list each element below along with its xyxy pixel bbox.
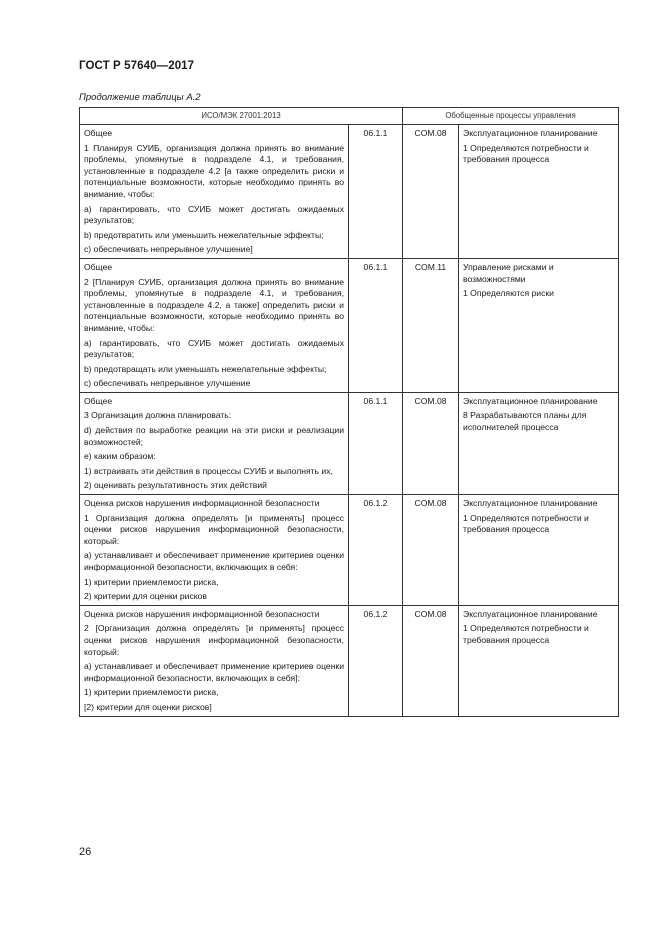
requirement-heading: Общее [84, 261, 113, 272]
requirement-paragraph: 1) критерии приемлемости риска, [84, 576, 219, 587]
requirement-paragraph: с) обеспечивать непрерывное улучшение] [84, 244, 253, 255]
process-description-cell [459, 605, 619, 716]
table-row [80, 392, 619, 494]
requirement-paragraph: 2 [Организация должна определять [и применять] процесс оценки рисков нарушения информационной безопасности, который: [84, 623, 344, 657]
requirement-text-cell [80, 605, 349, 716]
process-outcome: 1 Определяются риски [463, 288, 554, 299]
requirement-heading: Общее [84, 128, 113, 138]
process-code-cell: COM.08 [403, 605, 459, 716]
table-row [80, 605, 619, 716]
process-description-cell [459, 125, 619, 259]
requirement-paragraph: d) действия по выработке реакции на эти риски и реализации возможностей; [84, 425, 344, 447]
process-name: Эксплуатационное планирование [463, 395, 598, 406]
requirement-paragraph: а) гарантировать, что СУИБ может достигать ожидаемых результатов; [84, 337, 344, 360]
requirement-paragraph: е) каким образом: [84, 451, 156, 462]
requirement-paragraph: b) предотвратить или уменьшить нежелательные эффекты; [84, 229, 324, 240]
requirement-paragraph: а) устанавливает и обеспечивает применение критериев оценки информационной безопасности, включающих в себя]: [84, 661, 344, 683]
process-outcome: 1 Определяются потребности и требования процесса [463, 623, 589, 645]
process-outcome: 1 Определяются потребности и требования процесса [463, 142, 589, 165]
requirement-text-cell [80, 258, 349, 392]
clause-number-cell: 06.1.2 [349, 495, 403, 606]
process-outcome: 8 Разрабатываются планы для исполнителей процесса [463, 410, 587, 433]
table-caption: Продолжение таблицы А.2 [79, 92, 201, 103]
header-processes-column: Обобщенные процессы управления [403, 108, 619, 125]
table-row [80, 258, 619, 392]
clause-number-cell: 06.1.1 [349, 258, 403, 392]
requirement-paragraph: b) предотвращать или уменьшать нежелательные эффекты; [84, 363, 327, 374]
process-name: Управление рисками и возможностями [463, 261, 554, 284]
requirement-paragraph: а) устанавливает и обеспечивает применение критериев оценки информационной безопасности, включающих в себя: [84, 550, 344, 572]
requirement-paragraph: 1) критерии приемлемости риска, [84, 687, 219, 698]
process-code-cell: COM.08 [403, 125, 459, 259]
clause-number-cell: 06.1.1 [349, 125, 403, 259]
requirement-text-cell [80, 392, 349, 494]
clause-number-cell: 06.1.1 [349, 392, 403, 494]
requirement-paragraph: 2 [Планируя СУИБ, организация должна принять во внимание проблемы, упомянутые в подразделе 4.1, и требования, установленные в подразделе 4.2, а также] определить риски и потенциальные возможности, которые необходимо принять во внимание, чтобы: [84, 276, 344, 333]
requirement-paragraph: а) гарантировать, что СУИБ может достигать ожидаемых результатов; [84, 203, 344, 226]
requirement-paragraph: 2) критерии для оценки рисков [84, 591, 207, 602]
process-description-cell [459, 258, 619, 392]
table-row [80, 495, 619, 606]
process-code-cell: COM.08 [403, 495, 459, 606]
requirement-text-cell [80, 125, 349, 259]
requirement-heading: Оценка рисков нарушения информационной безопасности [84, 608, 320, 619]
requirement-paragraph: с) обеспечивать непрерывное улучшение [84, 378, 251, 389]
header-iso-column: ИСО/МЭК 27001:2013 [80, 108, 403, 125]
process-code-cell: COM.11 [403, 258, 459, 392]
process-name: Эксплуатационное планирование [463, 128, 598, 138]
requirement-paragraph: 1 Планируя СУИБ, организация должна принять во внимание проблемы, упомянутые в подразделе 4.1, и требования, установленные в подразделе 4.2 [а также определить риски и потенциальные возможности, которые необходимо принять во внимание, чтобы: [84, 142, 344, 199]
table-header-row [80, 108, 619, 125]
requirement-paragraph: 1 Организация должна определять [и применять] процесс оценки рисков нарушения информационной безопасности, который: [84, 512, 344, 546]
process-description-cell [459, 392, 619, 494]
page-number: 26 [79, 846, 92, 858]
document-title: ГОСТ Р 57640—2017 [79, 60, 195, 72]
requirement-paragraph: 3 Организация должна планировать: [84, 410, 232, 421]
table-row [80, 125, 619, 259]
correspondence-table [79, 107, 619, 717]
requirement-paragraph: 1) встраивать эти действия в процессы СУИБ и выполнять их, [84, 465, 333, 476]
process-outcome: 1 Определяются потребности и требования процесса [463, 512, 589, 535]
process-description-cell [459, 495, 619, 606]
process-code-cell: COM.08 [403, 392, 459, 494]
requirement-heading: Общее [84, 395, 113, 406]
requirement-paragraph: 2) оценивать результативность этих действий [84, 480, 267, 491]
requirement-text-cell [80, 495, 349, 606]
process-name: Эксплуатационное планирование [463, 498, 598, 509]
requirement-paragraph: [2) критерии для оценки рисков] [84, 701, 212, 712]
requirement-heading: Оценка рисков нарушения информационной безопасности [84, 498, 320, 509]
clause-number-cell: 06.1.2 [349, 605, 403, 716]
process-name: Эксплуатационное планирование [463, 608, 598, 619]
